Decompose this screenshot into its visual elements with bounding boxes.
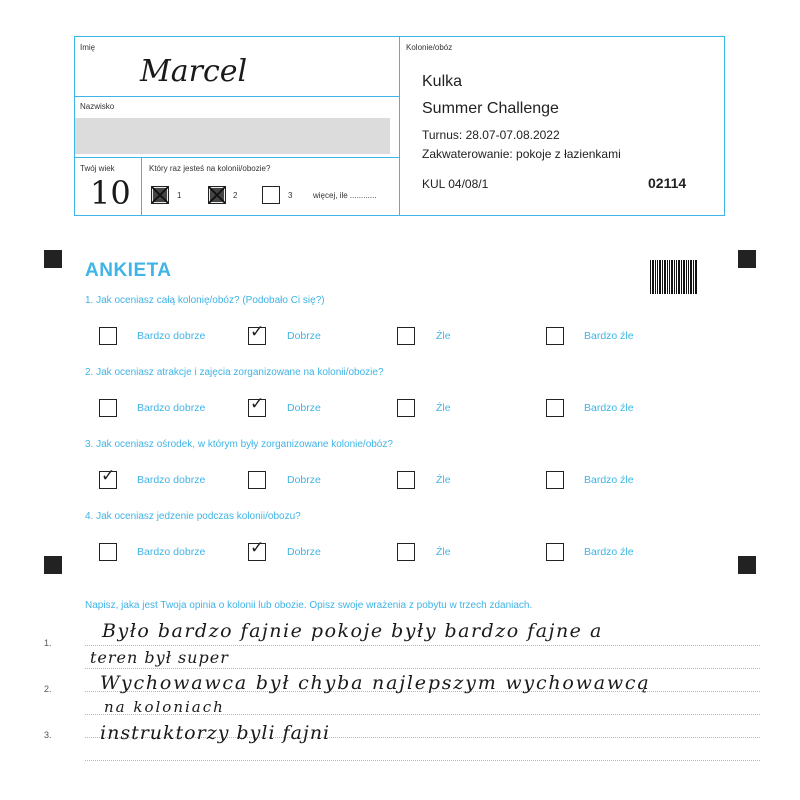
age-label: Twój wiek	[80, 164, 115, 173]
q2-option-zle-checkbox[interactable]	[397, 399, 415, 417]
answer-line-2: teren był super	[90, 648, 229, 667]
writing-line-1b	[85, 668, 760, 669]
check-mark-icon: ✓	[101, 466, 116, 486]
q3-option-bardzo-dobrze-checkbox[interactable]	[99, 466, 117, 489]
answer-line-5: instruktorzy byli fajni	[100, 722, 331, 744]
q2-option-bardzo-dobrze-label: Bardzo dobrze	[137, 402, 206, 414]
line-number-3: 3.	[44, 730, 52, 740]
line-number-1: 1.	[44, 638, 52, 648]
name-label: Imię	[80, 43, 96, 52]
q4-option-zle-checkbox[interactable]	[397, 543, 415, 561]
turnus-text: Turnus: 28.07-07.08.2022	[422, 128, 560, 142]
times-option-1-label: 1	[177, 191, 182, 200]
camp-name: Kulka	[422, 73, 463, 90]
q1-option-bardzo-zle-checkbox[interactable]	[546, 327, 564, 345]
answer-line-3: Wychowawca był chyba najlepszym wychowawcą	[100, 672, 651, 694]
writing-line-3b	[85, 760, 760, 761]
name-value: Marcel	[140, 54, 248, 89]
q1-option-zle-checkbox[interactable]	[397, 327, 415, 345]
filled-x-mark-icon	[209, 187, 225, 203]
line-number-2: 2.	[44, 684, 52, 694]
q4-option-dobrze-checkbox[interactable]	[248, 538, 266, 561]
camp-subtitle: Summer Challenge	[422, 100, 559, 117]
q1-option-zle-label: Źle	[436, 330, 451, 342]
opinion-prompt: Napisz, jaka jest Twoja opinia o kolonii lub obozie. Opisz swoje wrażenia z pobytu w trzech zdaniach.	[85, 600, 533, 611]
q3-option-dobrze-checkbox[interactable]	[248, 471, 266, 489]
times-option-1-checkbox[interactable]	[151, 186, 169, 204]
form-number: 02114	[648, 175, 687, 191]
barcode	[650, 260, 704, 294]
q2-option-bardzo-zle-label: Bardzo źle	[584, 402, 634, 414]
registration-mark-top-right	[738, 250, 756, 268]
surname-label: Nazwisko	[80, 102, 115, 111]
times-label: Który raz jesteś na kolonii/obozie?	[149, 164, 271, 173]
q3-option-zle-checkbox[interactable]	[397, 471, 415, 489]
age-value: 10	[90, 174, 131, 212]
answer-line-4: na koloniach	[104, 698, 225, 716]
q4-option-dobrze-label: Dobrze	[287, 546, 321, 558]
filled-x-mark-icon	[152, 187, 168, 203]
q1-option-bardzo-dobrze-checkbox[interactable]	[99, 327, 117, 345]
surname-row-divider	[74, 157, 399, 158]
check-mark-icon: ✓	[250, 538, 265, 558]
q2-option-dobrze-checkbox[interactable]	[248, 394, 266, 417]
surname-redacted	[75, 118, 390, 154]
times-option-3-label: 3	[288, 191, 293, 200]
q3-option-zle-label: Źle	[436, 474, 451, 486]
header-divider	[399, 36, 400, 216]
q2-option-bardzo-dobrze-checkbox[interactable]	[99, 399, 117, 417]
q3-option-bardzo-zle-label: Bardzo źle	[584, 474, 634, 486]
age-divider	[141, 157, 142, 216]
q2-option-dobrze-label: Dobrze	[287, 402, 321, 414]
times-more-label: więcej, ile ............	[313, 191, 377, 200]
survey-title: ANKIETA	[85, 260, 172, 281]
camp-code: KUL 04/08/1	[422, 177, 489, 191]
times-option-3-checkbox[interactable]	[262, 186, 280, 204]
q1-option-bardzo-zle-label: Bardzo źle	[584, 330, 634, 342]
registration-mark-top-left	[44, 250, 62, 268]
q2-option-bardzo-zle-checkbox[interactable]	[546, 399, 564, 417]
check-mark-icon: ✓	[250, 394, 265, 414]
q3-option-bardzo-zle-checkbox[interactable]	[546, 471, 564, 489]
times-option-2-label: 2	[233, 191, 238, 200]
question-2-text: 2. Jak oceniasz atrakcje i zajęcia zorganizowane na kolonii/obozie?	[85, 367, 384, 378]
writing-line-1a	[85, 645, 760, 646]
question-4-text: 4. Jak oceniasz jedzenie podczas kolonii/obozu?	[85, 511, 301, 522]
q3-option-bardzo-dobrze-label: Bardzo dobrze	[137, 474, 206, 486]
q4-option-bardzo-dobrze-checkbox[interactable]	[99, 543, 117, 561]
answer-line-1: Było bardzo fajnie pokoje były bardzo fajne a	[102, 620, 603, 642]
question-1-text: 1. Jak oceniasz całą kolonię/obóz? (Podobało Ci się?)	[85, 295, 325, 306]
q3-option-dobrze-label: Dobrze	[287, 474, 321, 486]
q4-option-bardzo-zle-checkbox[interactable]	[546, 543, 564, 561]
q1-option-bardzo-dobrze-label: Bardzo dobrze	[137, 330, 206, 342]
registration-mark-bottom-left	[44, 556, 62, 574]
camp-label: Kolonie/obóz	[406, 43, 453, 52]
check-mark-icon: ✓	[250, 322, 265, 342]
q4-option-zle-label: Źle	[436, 546, 451, 558]
q2-option-zle-label: Źle	[436, 402, 451, 414]
q1-option-dobrze-checkbox[interactable]	[248, 322, 266, 345]
registration-mark-bottom-right	[738, 556, 756, 574]
accommodation-text: Zakwaterowanie: pokoje z łazienkami	[422, 147, 621, 161]
question-3-text: 3. Jak oceniasz ośrodek, w którym były zorganizowane kolonie/obóz?	[85, 439, 393, 450]
q1-option-dobrze-label: Dobrze	[287, 330, 321, 342]
name-row-divider	[74, 96, 399, 97]
q4-option-bardzo-dobrze-label: Bardzo dobrze	[137, 546, 206, 558]
q4-option-bardzo-zle-label: Bardzo źle	[584, 546, 634, 558]
times-option-2-checkbox[interactable]	[208, 186, 226, 204]
